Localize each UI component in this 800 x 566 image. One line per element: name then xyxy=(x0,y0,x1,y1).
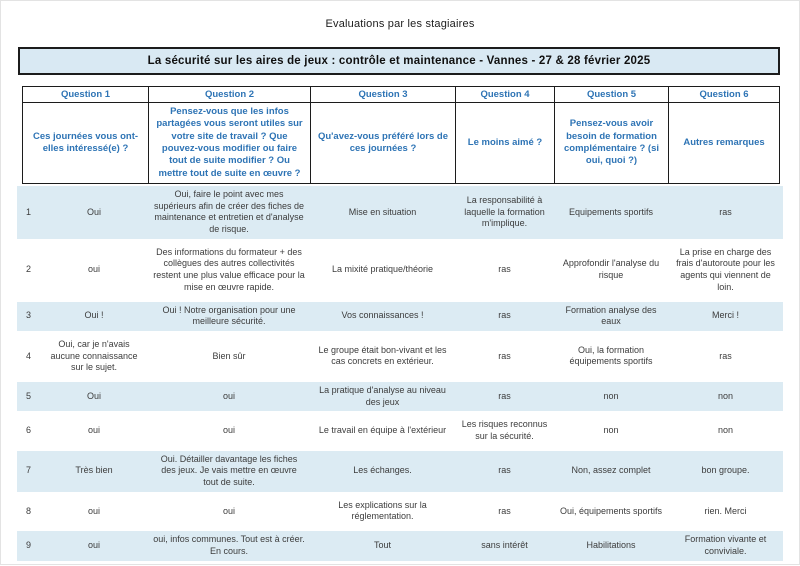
cell-q1-answer: oui xyxy=(87,425,100,436)
evaluations-table xyxy=(17,186,783,566)
table-row xyxy=(17,497,783,526)
cell-q3-answer: Le travail en équipe à l'extérieur xyxy=(318,425,447,436)
question-2-label: Question 2 xyxy=(149,87,311,103)
cell-q3-answer: Les échanges. xyxy=(353,465,412,476)
cell-q6-answer: non xyxy=(717,390,734,401)
cell-row-number: 8 xyxy=(25,505,31,516)
cell-q4-answer: La responsabilité à laquelle la formation m'implique. xyxy=(464,194,545,229)
table-row xyxy=(17,382,783,411)
cell-q4-answer: ras xyxy=(498,505,511,516)
table-row xyxy=(17,302,783,331)
cell-q3-answer: Le groupe était bon-vivant et les cas concrets en extérieur. xyxy=(318,344,447,367)
question-3-label: Question 3 xyxy=(311,87,456,103)
cell-q6-answer: Merci ! xyxy=(712,310,739,321)
cell-q2-answer: oui xyxy=(222,425,235,436)
table-row xyxy=(17,336,783,377)
cell-q6-answer: Formation vivante et conviviale. xyxy=(684,534,767,556)
question-3-text: Qu'avez-vous préféré lors de ces journées ? xyxy=(311,103,456,184)
cell-q2-answer: Oui ! Notre organisation pour une meilleure sécurité. xyxy=(162,304,296,327)
cell-q1-answer: oui xyxy=(87,505,100,516)
cell-q2-answer: Des informations du formateur + des collègues des autres collectivités restent une plus value efficace pour la mise en œuvre rapide. xyxy=(153,246,305,292)
cell-q3-answer: Les explications sur la réglementation. xyxy=(338,499,427,522)
cell-q2-answer: oui, infos communes. Tout est à créer. En cours. xyxy=(153,534,305,556)
cell-q5-answer: Formation analyse des eaux xyxy=(565,304,657,327)
cell-row-number: 4 xyxy=(25,350,31,361)
cell-q6-answer: bon groupe. xyxy=(701,465,750,476)
table-row xyxy=(17,186,783,239)
cell-q5-answer: non xyxy=(603,425,619,436)
cell-q5-answer: non xyxy=(603,390,619,401)
table-row xyxy=(17,416,783,445)
question-5-label: Question 5 xyxy=(555,87,669,103)
cell-q1-answer: Oui xyxy=(86,206,101,217)
question-1-text: Ces journées vous ont-elles intéressé(e) ? xyxy=(23,103,149,184)
cell-q6-answer: La prise en charge des frais d'autoroute pour les agents qui viennent de loin. xyxy=(676,246,775,292)
cell-q3-answer: La mixité pratique/théorie xyxy=(331,264,434,275)
cell-q3-answer: Vos connaissances ! xyxy=(341,310,424,321)
question-6-text: Autres remarques xyxy=(669,103,780,184)
cell-q4-answer: sans intérêt xyxy=(481,539,528,550)
cell-q3-answer: La pratique d'analyse au niveau des jeux xyxy=(319,384,446,407)
question-4-label: Question 4 xyxy=(456,87,555,103)
cell-q3-answer: Tout xyxy=(373,539,391,550)
question-5-text: Pensez-vous avoir besoin de formation complémentaire ? (si oui, quoi ?) xyxy=(555,103,669,184)
cell-q4-answer: ras xyxy=(498,310,511,321)
cell-q6-answer: rien. Merci xyxy=(704,505,747,516)
cell-q3-answer: Mise en situation xyxy=(348,206,417,217)
cell-q2-answer: Oui. Détailler davantage les fiches des jeux. Je vais mettre en œuvre tout de suite. xyxy=(160,453,298,488)
page-title: Evaluations par les stagiaires xyxy=(325,18,475,30)
cell-q2-answer: oui xyxy=(222,505,235,516)
cell-q4-answer: ras xyxy=(498,350,511,361)
cell-q4-answer: ras xyxy=(498,390,511,401)
cell-row-number: 7 xyxy=(25,465,31,476)
question-1-label: Question 1 xyxy=(23,87,149,103)
event-banner xyxy=(18,47,780,75)
cell-q4-answer: Les risques reconnus sur la sécurité. xyxy=(461,419,548,441)
cell-q2-answer: Bien sûr xyxy=(212,350,246,361)
question-labels-row xyxy=(23,87,780,103)
cell-row-number: 6 xyxy=(25,425,31,436)
cell-q6-answer: non xyxy=(717,425,734,436)
cell-row-number: 3 xyxy=(25,310,31,321)
cell-q5-answer: Oui, la formation équipements sportifs xyxy=(569,344,653,367)
cell-row-number: 1 xyxy=(25,206,31,217)
cell-q5-answer: Equipements sportifs xyxy=(568,206,654,217)
event-banner-title: La sécurité sur les aires de jeux : contrôle et maintenance - Vannes - 27 & 28 février 2025 xyxy=(147,55,651,67)
cell-q4-answer: ras xyxy=(498,264,511,275)
cell-q1-answer: Très bien xyxy=(75,465,113,476)
cell-q5-answer: Oui, équipements sportifs xyxy=(559,505,663,516)
cell-row-number: 2 xyxy=(25,264,31,275)
cell-q6-answer: ras xyxy=(719,350,732,361)
table-row xyxy=(17,451,783,492)
cell-q2-answer: Oui, faire le point avec mes supérieurs afin de créer des fiches de maintenance et entretien et d'analyse de risque. xyxy=(153,189,305,235)
cell-q4-answer: ras xyxy=(498,465,511,476)
cell-q1-answer: oui xyxy=(87,264,100,275)
questions-header-table xyxy=(22,86,780,184)
table-row xyxy=(17,531,783,560)
cell-q6-answer: ras xyxy=(719,206,732,217)
cell-q2-answer: oui xyxy=(222,390,235,401)
cell-row-number: 5 xyxy=(25,390,31,401)
cell-q1-answer: Oui ! xyxy=(84,310,104,321)
cell-q5-answer: Non, assez complet xyxy=(571,465,651,476)
table-row xyxy=(17,244,783,297)
question-texts-row xyxy=(23,103,780,184)
cell-q5-answer: Habilitations xyxy=(586,539,636,550)
cell-q5-answer: Approfondir l'analyse du risque xyxy=(562,258,660,281)
cell-row-number: 9 xyxy=(25,539,31,550)
question-6-label: Question 6 xyxy=(669,87,780,103)
cell-q1-answer: Oui, car je n'avais aucune connaissance sur le sujet. xyxy=(50,338,138,373)
cell-q1-answer: oui xyxy=(87,539,100,550)
question-2-text: Pensez-vous que les infos partagées vous seront utiles sur votre site de travail ? Que pouvez-vous modifier ou faire tout de suite modifier ? Ou mettre tout de suite en œuvre ? xyxy=(149,103,311,184)
cell-q1-answer: Oui xyxy=(86,390,101,401)
question-4-text: Le moins aimé ? xyxy=(456,103,555,184)
